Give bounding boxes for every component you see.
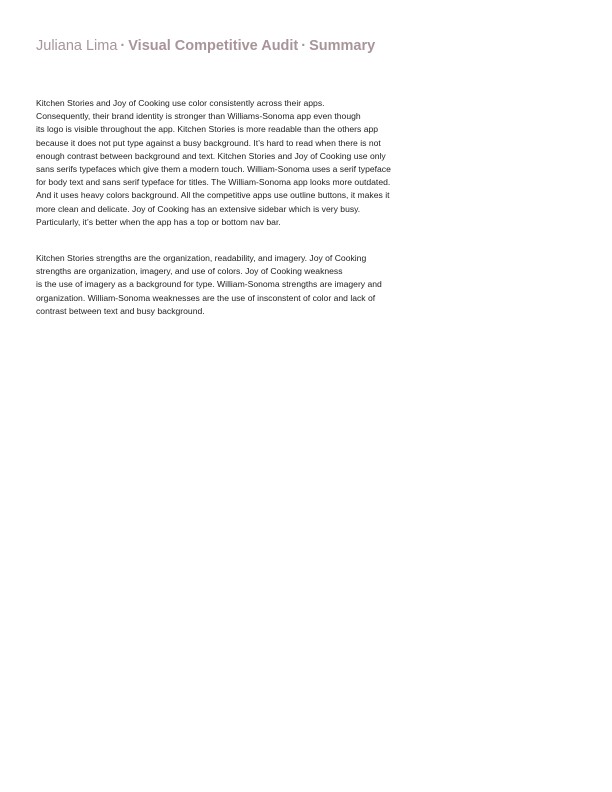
page-header [36,36,375,56]
paragraph-line: And it uses heavy colors background. All the competitive apps use outline buttons, it makes it [36,190,390,201]
paragraph-line: because it does not put type against a busy background. It’s hard to read when there is not [36,137,381,148]
paragraph-line: Kitchen Stories and Joy of Cooking use color consistently across their apps. [36,98,325,108]
header-separator: · [301,38,307,54]
section-title: Visual Competitive Audit [128,38,299,54]
subsection-title: Summary [309,38,376,54]
paragraph-line: is the use of imagery as a background for type. William-Sonoma strengths are imagery and [36,279,382,290]
paragraph-line: organization. William-Sonoma weaknesses are the use of insconstent of color and lack of [36,292,376,303]
paragraph-line: Kitchen Stories strengths are the organization, readability, and imagery. Joy of Cooking [36,253,367,263]
paragraph-line: contrast between text and busy background. [36,305,205,316]
header-separator: · [120,38,126,54]
paragraph-line: for body text and sans serif typeface for titles. The William-Sonoma app looks more outdated. [36,177,391,188]
paragraph-line: Particularly, it’s better when the app has a top or bottom nav bar. [36,216,281,227]
author-name: Juliana Lima [36,38,118,54]
paragraph-line: more clean and delicate. Joy of Cooking has an extensive sidebar which is very busy. [36,203,361,214]
paragraph-comparison [36,97,456,229]
paragraph-line: Consequently, their brand identity is stronger than Williams-Sonoma app even though [36,111,361,122]
paragraph-strengths-weaknesses [36,252,456,318]
paragraph-line: its logo is visible throughout the app. Kitchen Stories is more readable than the others app [36,124,379,135]
paragraph-line: enough contrast between background and text. Kitchen Stories and Joy of Cooking use only [36,150,386,161]
paragraph-line: strengths are organization, imagery, and use of colors. Joy of Cooking weakness [36,266,343,277]
paragraph-line: sans serifs typefaces which give them a modern touch. William-Sonoma uses a serif typeface [36,164,391,175]
